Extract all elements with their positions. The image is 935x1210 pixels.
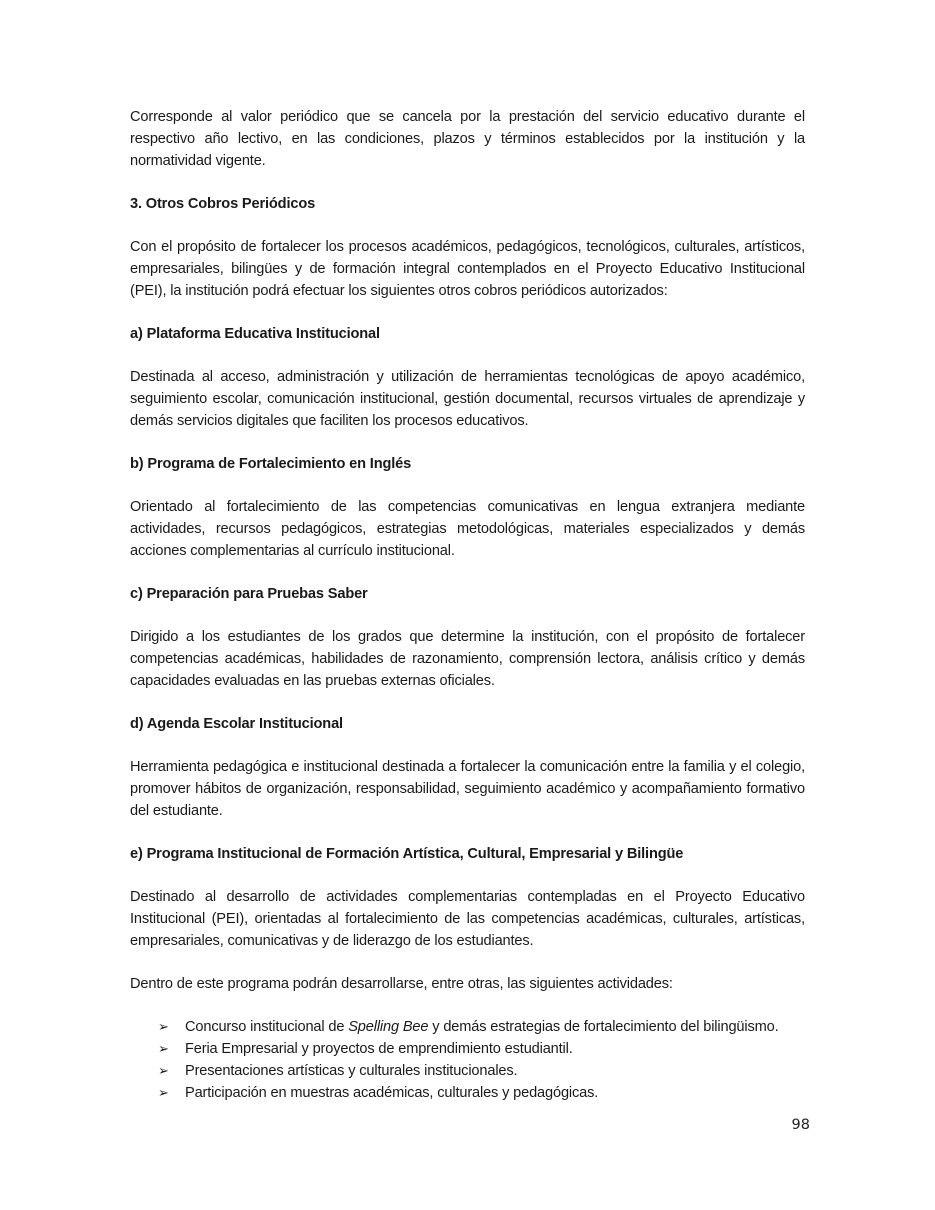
activities-intro: Dentro de este programa podrán desarrollarse, entre otras, las siguientes actividades:	[130, 976, 673, 992]
list-item	[158, 1016, 805, 1038]
arrowhead-bullet-icon: ➢	[158, 1085, 169, 1100]
arrowhead-bullet-icon: ➢	[158, 1063, 169, 1078]
item-d-text: Herramienta pedagógica e institucional destinada a fortalecer la comunicación entre la familia y el colegio, promover hábitos de organización, responsabilidad, seguimiento académico y acompañamiento formativo del estudiante.	[130, 759, 805, 819]
list-item	[158, 1038, 805, 1060]
bullet-3-text: Presentaciones artísticas y culturales institucionales.	[185, 1063, 518, 1079]
arrowhead-bullet-icon: ➢	[158, 1041, 169, 1056]
item-a-text: Destinada al acceso, administración y utilización de herramientas tecnológicas de apoyo académico, seguimiento escolar, comunicación institucional, gestión documental, recursos virtuales de aprendizaje y demás servicios digitales que faciliten los procesos educativos.	[130, 369, 805, 429]
item-a-heading: a) Plataforma Educativa Institucional	[130, 326, 380, 342]
bullet-1-prefix: Concurso institucional de	[185, 1019, 349, 1035]
list-item	[158, 1082, 805, 1104]
intro-paragraph: Corresponde al valor periódico que se cancela por la prestación del servicio educativo durante el respectivo año lectivo, en las condiciones, plazos y términos establecidos por la institución y la normatividad vigente.	[130, 109, 805, 169]
bullet-4-text: Participación en muestras académicas, culturales y pedagógicas.	[185, 1085, 599, 1101]
document-page	[130, 106, 805, 1104]
section-3-heading: 3. Otros Cobros Periódicos	[130, 196, 316, 212]
section-3-paragraph: Con el propósito de fortalecer los procesos académicos, pedagógicos, tecnológicos, culturales, artísticos, empresariales, bilingües y de formación integral contemplados en el Proyecto Educativo Institucional (PEI), la institución podrá efectuar los siguientes otros cobros periódicos autorizados:	[130, 239, 805, 299]
item-c-text: Dirigido a los estudiantes de los grados que determine la institución, con el propósito de fortalecer competencias académicas, habilidades de razonamiento, comprensión lectora, análisis crítico y demás capacidades evaluadas en las pruebas externas oficiales.	[130, 629, 805, 689]
arrowhead-bullet-icon: ➢	[158, 1019, 169, 1034]
item-b-heading: b) Programa de Fortalecimiento en Inglés	[130, 456, 412, 472]
item-c-heading: c) Preparación para Pruebas Saber	[130, 586, 368, 602]
bullet-1-italic: Spelling Bee	[348, 1019, 429, 1035]
bullet-2-text: Feria Empresarial y proyectos de emprendimiento estudiantil.	[185, 1041, 573, 1057]
list-item	[158, 1060, 805, 1082]
item-e-heading: e) Programa Institucional de Formación Artística, Cultural, Empresarial y Bilingüe	[130, 846, 684, 862]
item-b-text: Orientado al fortalecimiento de las competencias comunicativas en lengua extranjera mediante actividades, recursos pedagógicos, estrategias metodológicas, materiales especializados y demás acciones complementarias al currículo institucional.	[130, 499, 805, 559]
activities-list	[130, 1016, 805, 1104]
bullet-1-suffix: y demás estrategias de fortalecimiento del bilingüismo.	[428, 1019, 779, 1035]
item-d-heading: d) Agenda Escolar Institucional	[130, 716, 343, 732]
page-number: 98	[791, 1117, 810, 1133]
item-e-text: Destinado al desarrollo de actividades complementarias contempladas en el Proyecto Educativo Institucional (PEI), orientadas al fortalecimiento de las competencias académicas, culturales, artísticas, empresariales, comunicativas y de liderazgo de los estudiantes.	[130, 889, 805, 949]
